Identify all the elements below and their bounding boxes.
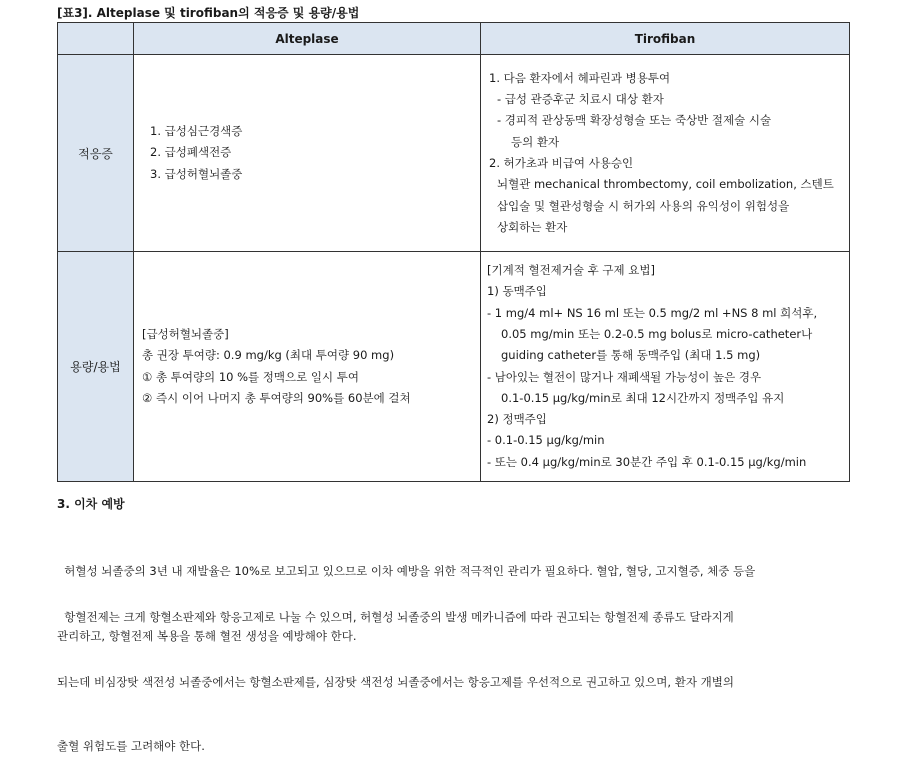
list-item: 1) 동맥주입 — [487, 284, 547, 299]
list-item: - 1 mg/4 ml+ NS 16 ml 또는 0.5 mg/2 ml +NS 8 ml 희석후, — [487, 305, 818, 320]
cell-tirofiban-dosage — [481, 252, 850, 482]
list-item: - 경피적 관상동맥 확장성형술 또는 죽상반 절제술 시술 — [497, 113, 772, 128]
cell-alteplase-indication — [134, 55, 481, 252]
list-item: 0.05 mg/min 또는 0.2-0.5 mg bolus로 micro-catheter나 — [501, 326, 813, 341]
indication-dosage-table — [57, 22, 850, 482]
table-header-row — [58, 23, 850, 55]
list-item: - 0.1-0.15 μg/kg/min — [487, 433, 605, 448]
list-item: [급성허혈뇌졸중] — [142, 326, 229, 341]
header-alteplase: Alteplase — [134, 23, 481, 55]
list-item: 상회하는 환자 — [497, 219, 568, 234]
paragraph-line: 항혈전제는 크게 항혈소판제와 항응고제로 나눌 수 있으며, 허혈성 뇌졸중의 발생 메카니즘에 따라 권고되는 항혈전제 종류도 달라지게 — [57, 610, 734, 624]
list-item: guiding catheter를 통해 동맥주입 (최대 1.5 mg) — [501, 348, 761, 363]
row-label-dosage: 용량/용법 — [58, 252, 134, 482]
paragraph-line: 허혈성 뇌졸중의 3년 내 재발율은 10%로 보고되고 있으므로 이차 예방을 위한 적극적인 관리가 필요하다. 혈압, 혈당, 고지혈증, 체중 등을 — [57, 564, 756, 578]
cell-tirofiban-indication — [481, 55, 850, 252]
list-item: [기계적 혈전제거술 후 구제 요법] — [487, 263, 656, 278]
paragraph-2 — [57, 564, 857, 779]
list-item: 2. 급성폐색전증 — [150, 145, 232, 160]
paragraph-line: 관리하고, 항혈전제 복용을 통해 혈전 생성을 예방해야 한다. — [57, 628, 357, 643]
header-tirofiban: Tirofiban — [481, 23, 850, 55]
list-item: - 급성 관증후군 치료시 대상 환자 — [497, 92, 664, 107]
list-item: 1. 급성심근경색증 — [150, 124, 243, 139]
section-title: 3. 이차 예방 — [57, 497, 125, 511]
list-item: 2. 허가초과 비급여 사용승인 — [489, 156, 634, 170]
list-item: - 남아있는 혈전이 많거나 재폐색될 가능성이 높은 경우 — [487, 369, 762, 384]
list-item: ① 총 투여량의 10 %를 정맥으로 일시 투여 — [142, 369, 359, 384]
table-corner-cell — [58, 23, 134, 55]
list-item: 뇌혈관 mechanical thrombectomy, coil embolization, 스텐트 — [497, 177, 834, 192]
list-item: 등의 환자 — [511, 134, 560, 149]
list-item: 0.1-0.15 μg/kg/min로 최대 12시간까지 정맥주입 유지 — [501, 390, 785, 405]
paragraph-line: 되는데 비심장탓 색전성 뇌졸중에서는 항혈소판제를, 심장탓 색전성 뇌졸중에서는 항응고제를 우선적으로 권고하고 있으며, 환자 개별의 — [57, 674, 734, 689]
list-item: 1. 다음 환자에서 헤파린과 병용투여 — [489, 70, 671, 85]
list-item: 총 권장 투여량: 0.9 mg/kg (최대 투여량 90 mg) — [142, 348, 395, 363]
row-label-indication: 적응증 — [58, 55, 134, 252]
list-item: - 또는 0.4 μg/kg/min로 30분간 주입 후 0.1-0.15 μg/kg/min — [487, 454, 807, 469]
list-item: 3. 급성허혈뇌졸중 — [150, 166, 243, 181]
table-row-indication — [58, 55, 850, 252]
list-item: ② 즉시 이어 나머지 총 투여량의 90%를 60분에 걸쳐 — [142, 390, 411, 405]
list-item: 삽입술 및 혈관성형술 시 허가외 사용의 유익성이 위험성을 — [497, 198, 790, 213]
list-item: 2) 정맥주입 — [487, 412, 547, 427]
table-caption: [표3]. Alteplase 및 tirofiban의 적응증 및 용량/용법 — [57, 6, 360, 20]
paragraph-line: 출혈 위험도를 고려해야 한다. — [57, 739, 205, 753]
cell-alteplase-dosage — [134, 252, 481, 482]
table-row-dosage — [58, 252, 850, 482]
